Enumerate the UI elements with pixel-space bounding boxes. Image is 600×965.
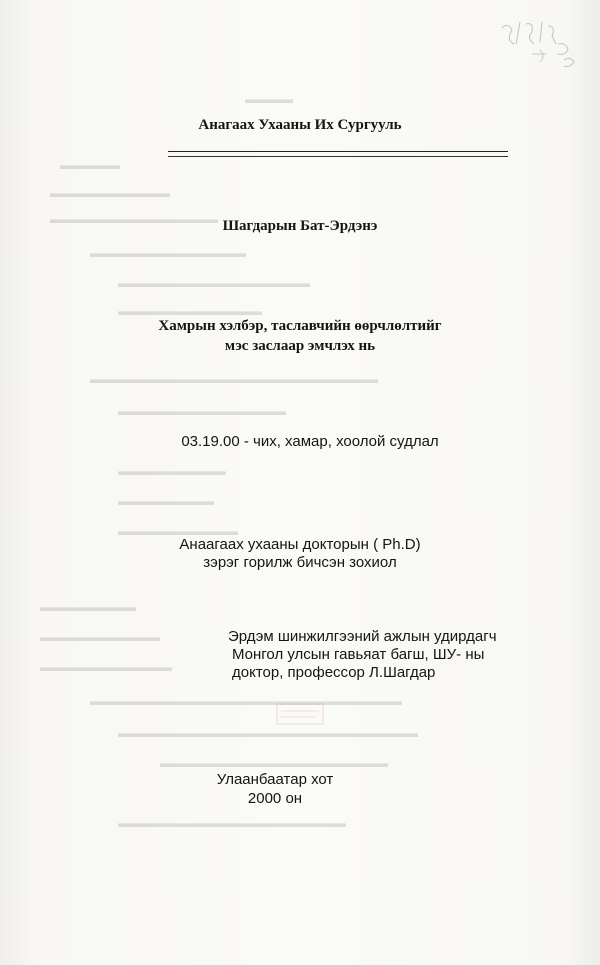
header-rule-top (168, 151, 508, 152)
speciality-code: 03.19.00 - чих, хамар, хоолой судлал (181, 433, 439, 450)
thesis-title-line-1: Хамрын хэлбэр, таславчийн өөрчлөлтийг (158, 318, 442, 334)
university-name: Анагаах Ухааны Их Сургууль (198, 117, 402, 133)
supervisor-line-3: доктор, профессор Л.Шагдар (232, 664, 436, 681)
supervisor-line-1: Эрдэм шинжилгээний ажлын удирдагч (228, 628, 497, 645)
degree-line-2: зэрэг горилж бичсэн зохиол (203, 554, 397, 571)
thesis-title-line-2: мэс заслаар эмчлэх нь (224, 338, 376, 354)
supervisor-line-2: Монгол улсын гавьяат багш, ШУ- ны (232, 646, 485, 663)
document-page: ▬▬▬▬ ▬▬▬▬▬ ▬▬▬▬▬▬▬▬▬▬ ▬▬▬▬▬▬▬▬▬▬▬▬▬▬ ▬▬▬▬▬▬▬▬▬▬▬▬▬ ▬▬▬▬▬▬▬▬▬▬▬▬▬▬▬▬ ▬▬▬▬▬▬▬▬▬▬▬▬ ▬▬▬▬▬▬▬▬▬▬▬▬▬▬▬▬▬▬▬▬▬▬▬▬ ▬▬▬▬▬▬▬▬▬▬▬▬▬▬ ▬▬▬▬▬▬▬▬▬ ▬▬▬▬▬▬▬▬ ▬▬▬▬▬▬▬▬▬▬ ▬▬▬▬▬▬▬▬ ▬▬▬▬▬▬▬▬▬▬ ▬▬▬▬▬▬▬▬▬▬▬ ▬▬▬▬▬▬▬▬▬▬▬▬▬▬▬▬▬▬▬▬▬▬▬▬▬▬ ▬▬▬▬▬▬▬▬▬▬▬▬▬▬▬▬▬▬▬▬▬▬▬▬▬ ▬▬▬▬▬▬▬▬▬▬▬▬▬▬▬▬▬▬▬ ▬▬▬▬▬▬▬▬▬▬▬▬▬▬▬▬▬▬▬ Анагаах Ухааны Их Сургууль Шагдарын Бат-Эрдэнэ Хамрын хэлбэр, таславчийн өөрчлөлтийг мэс заслаар эмчлэх нь 03.19.00 - чих, хамар, хоолой судлал Анаагаах ухааны докторын ( Ph.D) зэрэг горилж бичсэн зохиол Эрдэм шинжилгээний ажлын удирдагч Монгол улсын гавьяат багш, ШУ- ны доктор, профессор Л.Шагдар Улаанбаатар хот 2000 он (0, 0, 600, 965)
publication-year: 2000 он (247, 790, 303, 807)
degree-line-1: Анаагаах ухааны докторын ( Ph.D) (179, 536, 421, 553)
publication-place: Улаанбаатар хот (216, 771, 334, 788)
handwritten-call-number-mark (492, 14, 582, 74)
header-rule-bottom (168, 156, 508, 157)
author-name: Шагдарын Бат-Эрдэнэ (222, 218, 378, 234)
faint-stamp-mark (275, 702, 325, 726)
